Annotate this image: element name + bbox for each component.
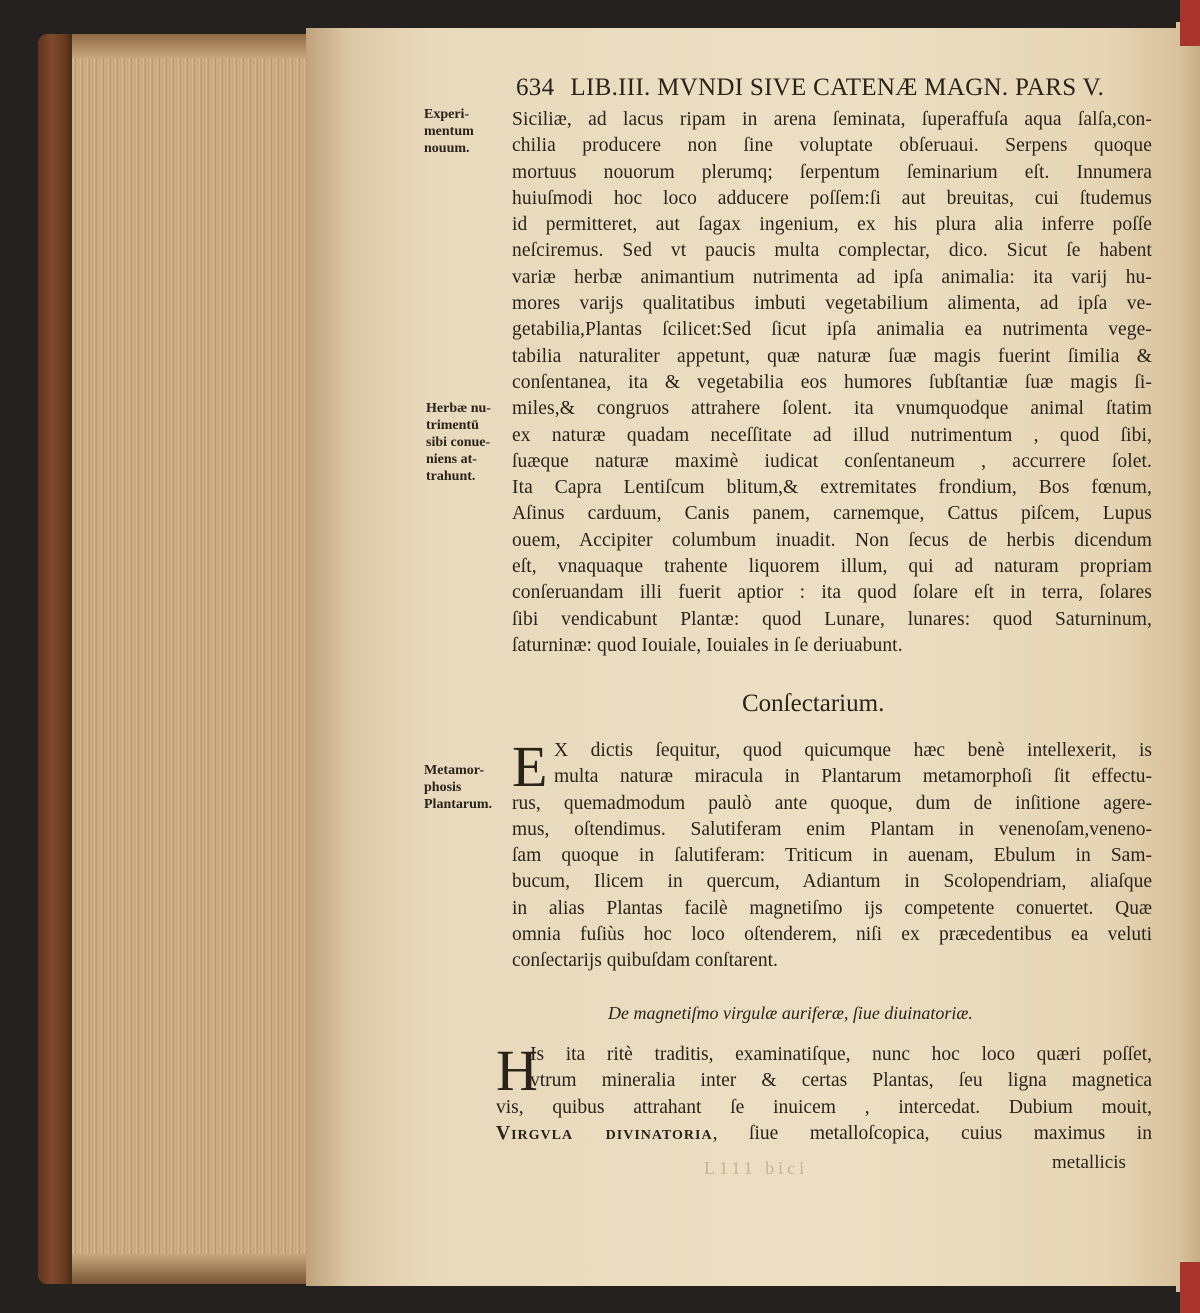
margin-note-line: Herbæ nu- (426, 401, 491, 416)
running-head (516, 74, 1105, 102)
text-line: X dictis ſequitur, quod quicumque hæc benè intellexerit, is (554, 740, 1152, 761)
text-line: miles,& congruos attrahere ſolent. ita vnumquodque animal ſtatim (512, 398, 1152, 420)
page-stack-shadow-bottom (72, 1254, 306, 1284)
paragraph-3 (496, 1038, 1152, 1147)
text-line: bucum, Ilicem in quercum, Adiantum in Scolopendriam, aliaſque (512, 871, 1152, 893)
text-line: variæ herbæ animantium nutrimenta ad ipſa animalia: ita varij hu- (512, 266, 1152, 288)
text-line: Ita Capra Lentiſcum blitum,& extremitates frondium, Bos fœnum, (512, 477, 1152, 499)
text-line: conſentanea, ita & vegetabilia eos humores ſubſtantiæ ſuæ magis ſi- (512, 371, 1152, 393)
page-stack-shadow-top (72, 34, 306, 58)
margin-note-line: sibi conue- (426, 435, 491, 450)
leather-binding (38, 34, 72, 1284)
facing-page-edge (1176, 22, 1200, 1292)
text-line: conſectarijs quibuſdam conſtarent. (512, 950, 778, 972)
text-line: omnia fuſiùs hoc loco oſtenderem, niſi ex præcedentibus ea veluti (512, 924, 1152, 946)
text-line: neſciremus. Sed vt paucis multa complectar, dico. Sicut ſe habent (512, 240, 1152, 262)
text-line: Siciliæ, ad lacus ripam in arena ſeminata, ſuperaffuſa aqua ſalſa,con- (512, 109, 1152, 130)
text-line: huiuſmodi hoc loco adducere poſſem:ſi aut breuitas, cui ſtudemus (512, 187, 1152, 209)
margin-note-line: nouum. (424, 141, 470, 156)
text-line: ex naturæ quadam neceſſitate ad illud nutrimentum , quod ſibi, (512, 424, 1152, 446)
subheading: De magnetiſmo virgulæ auriferæ, ſiue diuinatoriæ. (608, 1003, 973, 1023)
text-line: mores varijs qualitatibus imbuti vegetabilium alimenta, ad ipſa ve- (512, 293, 1152, 315)
drop-cap: H (496, 1038, 538, 1103)
text-line: multa naturæ miracula in Plantarum metamorphoſi ſit effectu- (554, 766, 1152, 788)
text-line: id permitteret, aut ſagax ingenium, ex his plura alia inferre poſſe (512, 214, 1152, 236)
text-line: Aſinus carduum, Canis panem, carnemque, Cattus piſcem, Lupus (512, 503, 1152, 525)
bleed-through-text: L111 bici (704, 1158, 809, 1178)
text-line: ſibi vendicabunt Plantæ: quod Lunare, lunares: quod Saturninum, (512, 608, 1152, 630)
catchword: metallicis (1052, 1152, 1126, 1173)
text-line: vis, quibus attrahant ſe inuicem , intercedat. Dubium mouit, (496, 1096, 1152, 1118)
text-line: conſeruandam illi fuerit aptior : ita quod ſolare eſt in terra, ſolares (512, 582, 1152, 604)
margin-note-experimentum (424, 106, 474, 157)
text-line: mortuus nouorum plerumq; ſerpentum ſeminarium eſt. Innumera (512, 161, 1152, 183)
text-line: ouem, Accipiter columbum inuadit. Non ſecus de herbis dicendum (512, 529, 1152, 551)
text-line: tabilia naturaliter appetunt, quæ naturæ ſuæ magis fuerint ſimilia & (512, 345, 1152, 367)
paragraph-2 (512, 734, 1152, 975)
section-heading: Conſectarium. (742, 690, 885, 717)
smallcaps-term: Virgvla divinatoria (496, 1122, 713, 1144)
text-line: vtrum mineralia inter & certas Plantas, ſeu ligna magnetica (530, 1070, 1152, 1092)
text-line: Is ita ritè traditis, examinatiſque, nunc hoc loco quæri poſſet, (530, 1044, 1152, 1065)
text-line: ſam quoque in ſalutiferam: Triticum in auenam, Ebulum in Sam- (512, 845, 1152, 867)
drop-cap: E (512, 734, 548, 799)
red-edge-top (1180, 0, 1200, 46)
text-line: chilia producere non ſine voluptate obſeruaui. Serpens quoque (512, 135, 1152, 157)
text-line: ſuæque naturæ maximè iudicat conſentaneum , accurrere ſolet. (512, 450, 1152, 472)
paragraph-1 (512, 107, 1152, 659)
margin-note-line: phosis (424, 780, 462, 795)
margin-note-herbae (426, 400, 491, 485)
margin-note-line: Experi- (424, 107, 470, 122)
text-line (496, 1121, 1152, 1147)
text-line: mus, oſtendimus. Salutiferam enim Plantam in venenoſam,veneno- (512, 818, 1152, 840)
text-line: ſaturninæ: quod Iouiale, Iouiales in ſe deriuabunt. (512, 634, 903, 656)
book-edge (38, 34, 306, 1284)
page-number: 634 (516, 74, 555, 101)
text-fragment: , ſiue metalloſcopica, cuius maximus in (712, 1122, 1152, 1144)
margin-note-line: niens at- (426, 452, 477, 467)
margin-note-metamorphosis (424, 762, 492, 813)
text-line: eſt, vnaquaque trahente liquorem illum, qui ad naturam propriam (512, 556, 1152, 578)
red-edge-bottom (1180, 1262, 1200, 1313)
running-title: LIB.III. MVNDI SIVE CATENÆ MAGN. PARS V. (570, 74, 1105, 101)
page-stack (72, 34, 306, 1284)
margin-note-line: trahunt. (426, 469, 476, 484)
text-line: in alias Plantas facilè magnetiſmo ijs competente conuertet. Quæ (512, 897, 1152, 919)
margin-note-line: Metamor- (424, 763, 485, 778)
margin-note-line: mentum (424, 124, 474, 139)
text-line: rus, quemadmodum paulò ante quoque, dum de inſitione agere- (512, 792, 1152, 814)
margin-note-line: Plantarum. (424, 797, 493, 812)
margin-note-line: trimentū (426, 418, 479, 433)
text-line: getabilia,Plantas ſcilicet:Sed ſicut ipſa animalia ea nutrimenta vege- (512, 319, 1152, 341)
